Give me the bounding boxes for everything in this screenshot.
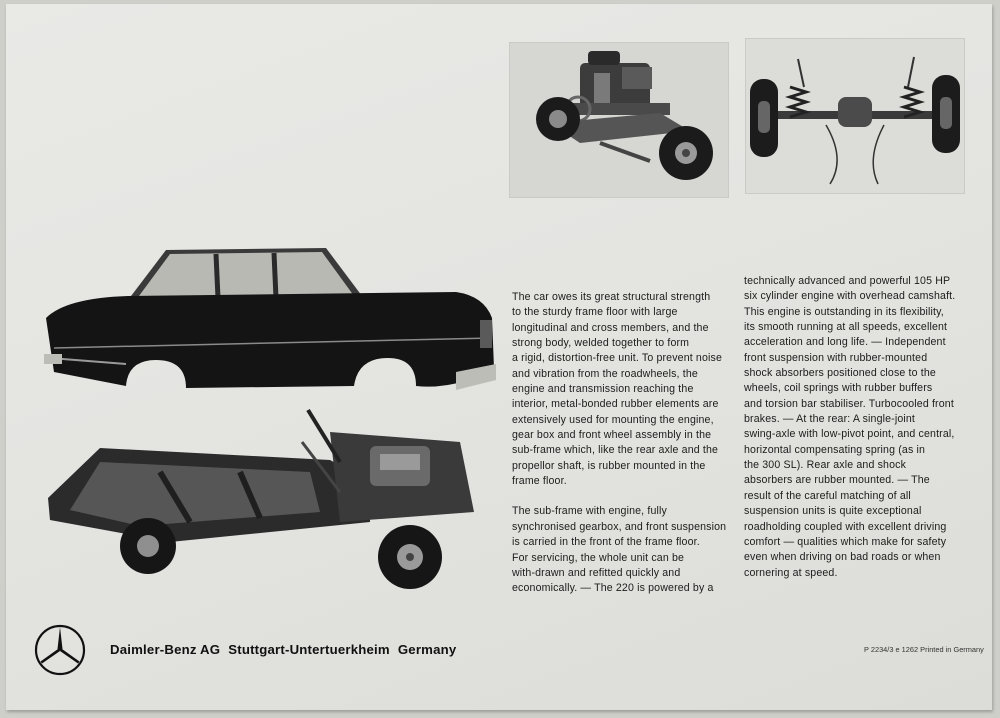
description-column-right xyxy=(744,274,955,581)
text-line: a rigid, distortion-free unit. To prevent noise xyxy=(512,352,723,365)
text-line: gear box and front wheel assembly in the xyxy=(512,429,712,442)
text-line: roadholding coupled with excellent driving xyxy=(744,520,947,533)
text-line: interior, metal-bonded rubber elements are xyxy=(512,398,719,411)
engine-subframe-photo xyxy=(509,42,729,198)
text-line: acceleration and long life. — Independent xyxy=(744,336,946,349)
text-line: The car owes its great structural strength xyxy=(512,291,711,303)
text-line: economically. — The 220 is powered by a xyxy=(512,582,714,595)
paragraph-subframe xyxy=(512,504,726,596)
text-line: strong body, welded together to form xyxy=(512,337,690,350)
text-line: even when driving on bad roads or when xyxy=(744,551,941,564)
text-line: result of the careful matching of all xyxy=(744,489,911,502)
paragraph-engine-suspension xyxy=(744,274,955,581)
text-line: sub-frame which, like the rear axle and the xyxy=(512,444,719,457)
text-line: longitudinal and cross members, and the xyxy=(512,321,709,334)
text-line: front suspension with rubber-mounted xyxy=(744,351,928,364)
text-line: This engine is outstanding in its flexibility, xyxy=(744,305,944,318)
text-line: synchronised gearbox, and front suspension xyxy=(512,520,727,533)
text-line: to the sturdy frame floor with large xyxy=(512,306,678,319)
text-line: comfort — qualities which make for safety xyxy=(744,535,947,548)
text-line: cornering at speed. xyxy=(744,566,838,579)
text-line: propellor shaft, is rubber mounted in the xyxy=(512,459,706,472)
text-line: frame floor. xyxy=(512,475,567,488)
text-line: For servicing, the whole unit can be xyxy=(512,551,685,564)
text-line: swing-axle with low-pivot point, and central, xyxy=(744,428,955,441)
text-line: and vibration from the roadwheels, the xyxy=(512,367,698,380)
text-line: with-drawn and refitted quickly and xyxy=(512,566,681,579)
text-line: extensively used for mounting the engine, xyxy=(512,413,714,426)
text-line: and torsion bar stabiliser. Turbocooled front xyxy=(744,397,954,410)
text-line: the 300 SL). Rear axle and shock xyxy=(744,459,907,472)
description-column-left xyxy=(512,290,726,597)
text-line: shock absorbers positioned close to the xyxy=(744,367,936,380)
text-line: suspension units is quite exceptional xyxy=(744,505,922,518)
text-line: technically advanced and powerful 105 HP xyxy=(744,275,951,287)
chassis-frame-photo xyxy=(40,402,482,592)
rear-axle-photo xyxy=(745,38,965,194)
text-line: six cylinder engine with overhead camshaft. xyxy=(744,290,956,303)
text-line: its smooth running at all speeds, excellent xyxy=(744,321,948,334)
company-name: Daimler-Benz AG xyxy=(110,642,221,657)
text-line: wheels, coil springs with rubber buffers xyxy=(744,382,933,395)
brochure-page xyxy=(6,4,992,710)
text-line: brakes. — At the rear: A single-joint xyxy=(744,413,916,426)
paragraph-structure xyxy=(512,290,726,489)
text-line: horizontal compensating spring (as in xyxy=(744,443,926,456)
print-reference: P 2234/3 e 1262 Printed in Germany xyxy=(864,645,984,654)
car-body-photo xyxy=(36,240,498,406)
text-line: engine and transmission reaching the xyxy=(512,383,694,396)
mercedes-star-logo xyxy=(34,624,86,681)
text-line: The sub-frame with engine, fully xyxy=(512,505,667,518)
text-line: is carried in the front of the frame floor. xyxy=(512,536,700,549)
text-line: absorbers are rubber mounted. — The xyxy=(744,474,930,487)
company-footer xyxy=(110,642,456,657)
company-location: Stuttgart-Untertuerkheim xyxy=(228,642,390,657)
company-country: Germany xyxy=(397,642,457,657)
